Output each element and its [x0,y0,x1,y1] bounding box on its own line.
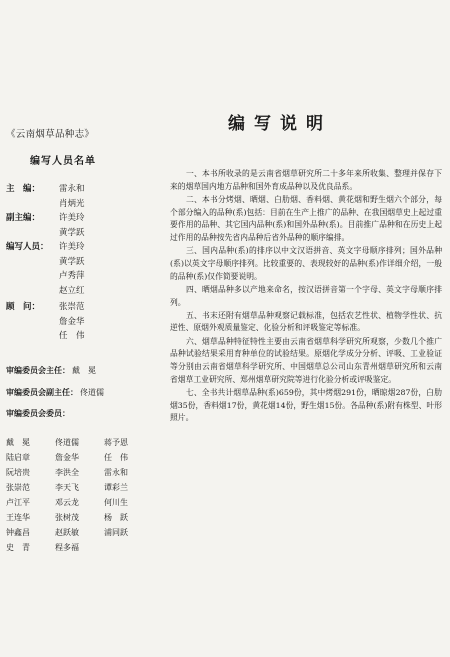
member-name: 程多福 [55,543,79,552]
role-label: 顾 问： [6,302,41,312]
member-name: 詹金华 [55,453,79,462]
paragraph: 二、本书分烤烟、晒烟、白肋烟、香料烟、黄花烟和野生烟六个部分，每个部分编入的品种(系)包括：目前在生产上推广的品种、在我国烟草史上起过重要作用的品种、其它国内品种(系)和国外品种(系)。目前推广品种和在历史上起过作用的品种按先省内品种后省外品种的顺序编排。 [170,194,442,243]
member-name: 何川生 [104,498,128,507]
committee-chair [6,365,96,376]
member-name: 李天飞 [55,483,79,492]
committee-label: 审编委员会副主任： [6,387,78,397]
person-name: 张崇范 [59,302,85,312]
member-name: 张树茂 [55,513,79,522]
person-name: 黄学跃 [59,256,85,267]
member-name: 史 青 [6,543,30,552]
paragraph: 一、本书所收录的是云南省烟草研究所二十多年来所收集、整理并保存下来的烟草国内地方品种和国外育成品种以及优良品系。 [170,169,442,191]
person-name: 任 伟 [59,331,85,341]
paragraph: 六、烟草品种特征特性主要由云南省烟草科学研究所观察，少数几个推广品种试验结果采用育种单位的试验结果。原烟化学成分分析、评吸、工业验证等分别由云南省烟草科学研究所、中国烟草总公司山东青州烟草研究所和云南省烟草工业研究所、郑州烟草研究院等进行化验分析或评吸鉴定。 [170,336,442,384]
editorial-notes [170,168,442,426]
book-title: 《云南烟草品种志》 [6,129,95,140]
member-name: 佟道儒 [55,438,79,447]
committee-members-heading [6,408,70,419]
person-name: 赵立红 [59,285,85,296]
committee-label: 审编委员会委员： [6,408,70,418]
person-name: 佟道儒 [80,388,104,397]
member-name: 雷永和 [104,468,128,477]
role-advisors [6,300,156,344]
section-title: 编写说明 [228,114,332,134]
role-deputy-editor [6,211,156,240]
committee-vice-chair [6,387,104,398]
person-name: 戴 冕 [72,366,96,375]
member-name: 卢江平 [6,498,30,507]
member-name: 戴 冕 [6,438,30,447]
member-name: 李洪全 [55,468,79,477]
role-label: 编写人员： [6,242,49,252]
paragraph: 七、全书共计烟草品种(系)659份，其中烤烟291份，晒晾烟287份，白肋烟35份，香料烟17份，黄花烟14份，野生烟15份。各品种(系)附有株型、叶形照片。 [170,387,442,423]
member-name: 浦同跃 [104,528,128,537]
paragraph: 五、书末还附有烟草品种观察记载标准，包括农艺性状、植物学性状、抗逆性、原烟外观质量鉴定、化验分析和评吸鉴定等标准。 [170,310,442,333]
person-name: 许美玲 [59,213,85,223]
member-name: 任 伟 [104,453,128,462]
staff-list-title: 编写人员名单 [30,156,96,167]
role-label: 主 编： [6,184,41,194]
member-name: 陆启章 [6,453,30,462]
role-label: 副主编： [6,213,41,223]
person-name: 许美玲 [59,242,85,252]
member-name: 谭彩兰 [104,483,128,492]
role-chief-editor [6,182,156,211]
person-name: 肖炳光 [59,198,85,209]
role-writers [6,240,156,298]
person-name: 詹金华 [59,316,85,327]
member-name: 邓云龙 [55,498,79,507]
person-name: 卢秀萍 [59,271,85,281]
member-name: 张崇范 [6,483,30,492]
member-name: 王连华 [6,513,30,522]
member-name: 赵跃敏 [55,528,79,537]
person-name: 黄学跃 [59,227,85,238]
member-name: 钟鑫昌 [6,528,30,537]
person-name: 雷永和 [59,184,85,194]
member-name: 阮培贵 [6,468,30,477]
paragraph: 四、晒烟品种多以产地来命名，按汉语拼音第一个字母、英文字母顺序排列。 [170,284,442,307]
member-name: 杨 跃 [104,513,128,522]
paragraph: 三、国内品种(系)的排序以中文汉语拼音、英文字母顺序排列；国外品种(系)以英文字母顺序排列。比较重要的、表现较好的品种(系)作详细介绍，一般的品种(系)仅作简要说明。 [170,246,442,281]
committee-label: 审编委员会主任： [6,365,70,375]
member-name: 蒋予恩 [104,438,128,447]
